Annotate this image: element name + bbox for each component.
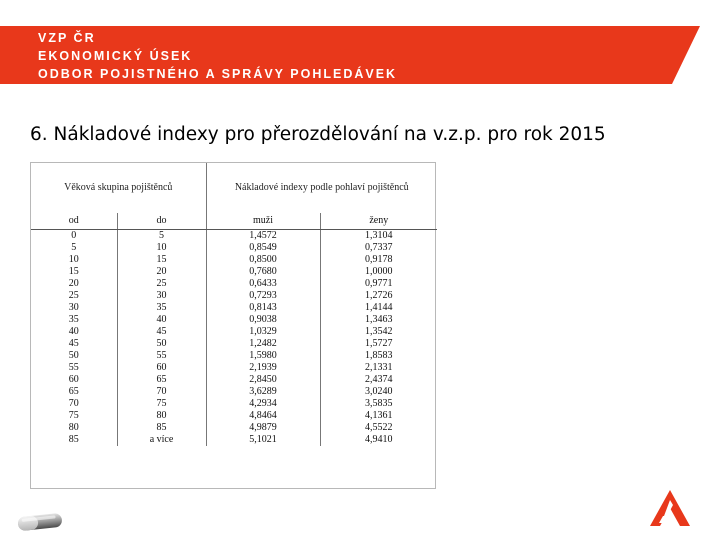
- table-row: [31, 398, 437, 410]
- cell-from: 85: [68, 434, 79, 445]
- table-group-header-row: [31, 163, 437, 213]
- header-text: [38, 29, 397, 83]
- cell-men: 0,9038: [206, 314, 320, 326]
- cell-from: 40: [68, 326, 79, 337]
- cell-to: 30: [117, 290, 206, 302]
- cell-men: 1,2482: [206, 338, 320, 350]
- cell-women: 1,2726: [320, 290, 437, 302]
- cell-to: 20: [117, 266, 206, 278]
- column-header-men: muži: [206, 213, 320, 230]
- table-row: [31, 314, 437, 326]
- cell-to: 50: [117, 338, 206, 350]
- cost-index-table: [30, 162, 436, 489]
- table-row: [31, 278, 437, 290]
- table-row: [31, 242, 437, 254]
- cell-men: 2,8450: [206, 374, 320, 386]
- cell-to: 80: [117, 410, 206, 422]
- cell-women: 4,5522: [320, 422, 437, 434]
- header-line-organization: VZP ČR: [38, 31, 96, 45]
- capsule-icon: [16, 512, 64, 532]
- cell-women: 2,4374: [320, 374, 437, 386]
- table-row: [31, 422, 437, 434]
- column-header-to: do: [117, 213, 206, 230]
- cell-women: 4,1361: [320, 410, 437, 422]
- cell-to: 35: [117, 302, 206, 314]
- cell-men: 4,9879: [206, 422, 320, 434]
- cell-men: 1,4572: [206, 230, 320, 243]
- cell-from: 30: [68, 302, 79, 313]
- table-body: [31, 230, 437, 447]
- cell-women: 1,8583: [320, 350, 437, 362]
- cell-women: 0,9771: [320, 278, 437, 290]
- cell-from: 5: [71, 242, 77, 253]
- cell-to: 15: [117, 254, 206, 266]
- cell-to: 40: [117, 314, 206, 326]
- table-row: [31, 386, 437, 398]
- cell-men: 0,6433: [206, 278, 320, 290]
- cell-men: 0,8143: [206, 302, 320, 314]
- slide-title: 6. Nákladové indexy pro přerozdělování na v.z.p. pro rok 2015: [30, 124, 606, 145]
- table-row: [31, 326, 437, 338]
- column-header-from: od: [31, 213, 117, 230]
- cell-women: 0,7337: [320, 242, 437, 254]
- cell-women: 0,9178: [320, 254, 437, 266]
- cell-to: 70: [117, 386, 206, 398]
- cell-women: 1,4144: [320, 302, 437, 314]
- cell-from: 50: [68, 350, 79, 361]
- cell-from: 75: [68, 410, 79, 421]
- cell-from: 45: [68, 338, 79, 349]
- cell-women: 1,0000: [320, 266, 437, 278]
- cell-men: 0,7680: [206, 266, 320, 278]
- cell-to: 60: [117, 362, 206, 374]
- cell-to: 10: [117, 242, 206, 254]
- cell-from: 60: [68, 374, 79, 385]
- table-row: [31, 410, 437, 422]
- table-row: [31, 266, 437, 278]
- cell-from: 15: [68, 266, 79, 277]
- cell-to: 55: [117, 350, 206, 362]
- cell-from: 80: [68, 422, 79, 433]
- table-row: [31, 350, 437, 362]
- cell-to: 5: [117, 230, 206, 243]
- cell-women: 4,9410: [320, 434, 437, 446]
- cell-women: 2,1331: [320, 362, 437, 374]
- cell-women: 1,3542: [320, 326, 437, 338]
- cell-from: 55: [68, 362, 79, 373]
- cell-men: 4,2934: [206, 398, 320, 410]
- cell-from: 25: [68, 290, 79, 301]
- header-banner: [0, 26, 700, 84]
- cell-from: 0: [71, 230, 77, 241]
- cell-to: 65: [117, 374, 206, 386]
- cell-to: 85: [117, 422, 206, 434]
- vzp-logo-icon: [649, 489, 691, 527]
- cell-from: 10: [68, 254, 79, 265]
- cell-men: 5,1021: [206, 434, 320, 446]
- header-line-department: EKONOMICKÝ ÚSEK: [38, 49, 193, 63]
- cell-to: a více: [117, 434, 206, 446]
- cell-to: 75: [117, 398, 206, 410]
- table-row: [31, 338, 437, 350]
- cell-women: 1,3463: [320, 314, 437, 326]
- table-row: [31, 302, 437, 314]
- cell-women: 3,5835: [320, 398, 437, 410]
- cell-women: 3,0240: [320, 386, 437, 398]
- cell-men: 2,1939: [206, 362, 320, 374]
- cell-women: 1,5727: [320, 338, 437, 350]
- table-row: [31, 374, 437, 386]
- table-column-header-row: [31, 213, 437, 230]
- cell-men: 0,8500: [206, 254, 320, 266]
- cost-index-header: Nákladové indexy podle pohlaví pojištěnců: [206, 163, 437, 213]
- cell-women: 1,3104: [320, 230, 437, 243]
- cell-from: 65: [68, 386, 79, 397]
- cell-to: 25: [117, 278, 206, 290]
- cell-men: 0,7293: [206, 290, 320, 302]
- table-row: [31, 290, 437, 302]
- age-group-header: Věková skupina pojištěnců: [64, 182, 173, 193]
- cell-men: 3,6289: [206, 386, 320, 398]
- cell-men: 0,8549: [206, 242, 320, 254]
- column-header-women: ženy: [320, 213, 437, 230]
- cell-men: 1,5980: [206, 350, 320, 362]
- table-row: [31, 230, 437, 243]
- cell-from: 70: [68, 398, 79, 409]
- cell-to: 45: [117, 326, 206, 338]
- header-line-section: ODBOR POJISTNÉHO A SPRÁVY POHLEDÁVEK: [38, 67, 398, 81]
- cell-men: 4,8464: [206, 410, 320, 422]
- cell-men: 1,0329: [206, 326, 320, 338]
- cell-from: 20: [68, 278, 79, 289]
- table-row: [31, 434, 437, 446]
- table-row: [31, 362, 437, 374]
- table-row: [31, 254, 437, 266]
- cell-from: 35: [68, 314, 79, 325]
